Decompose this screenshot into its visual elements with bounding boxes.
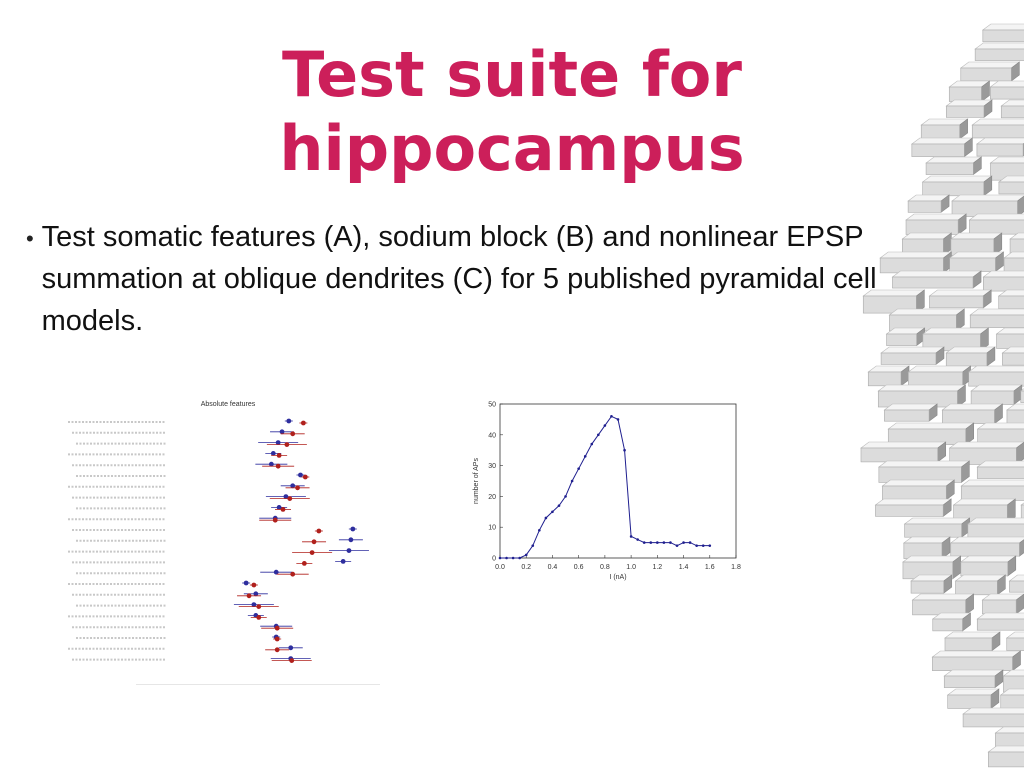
- chart-c-point: [669, 541, 672, 544]
- chart-a-point: [276, 464, 281, 469]
- chart-c-point: [571, 480, 574, 483]
- chart-c-xtick-label: 1.6: [704, 564, 715, 571]
- chart-c-series-line: [500, 416, 710, 558]
- chart-a-point: [341, 559, 346, 564]
- block-shape: [905, 518, 970, 537]
- chart-a-point: [347, 548, 352, 553]
- chart-c-xtick-label: 1.4: [678, 564, 689, 571]
- chart-a-point: [277, 453, 282, 458]
- chart-a-point: [287, 496, 292, 501]
- block-shape: [961, 556, 1016, 576]
- block-shape: [968, 518, 1024, 539]
- block-shape: [882, 480, 954, 500]
- chart-a-point: [284, 442, 289, 447]
- chart-a-point: [247, 593, 252, 598]
- block-shape: [983, 271, 1024, 291]
- block-shape: [952, 195, 1024, 217]
- block-shape: [944, 670, 1003, 688]
- chart-c-point: [525, 554, 528, 557]
- block-shape: [949, 81, 989, 101]
- chart-c-ytick-label: 40: [488, 432, 496, 440]
- bullet-icon: •: [26, 226, 34, 251]
- chart-c-point: [512, 557, 515, 560]
- block-shape: [961, 62, 1020, 81]
- block-shape: [990, 81, 1024, 99]
- chart-a-point: [301, 421, 306, 426]
- block-shape: [975, 43, 1024, 61]
- block-shape: [982, 594, 1024, 614]
- chart-c-point: [623, 449, 626, 452]
- block-shape: [977, 138, 1024, 156]
- block-shape: [875, 499, 951, 516]
- block-shape: [1004, 252, 1024, 274]
- block-shape: [948, 689, 999, 708]
- block-shape: [951, 537, 1024, 556]
- block-shape: [956, 575, 1006, 595]
- chart-c-xtick-label: 1.2: [652, 564, 663, 571]
- block-shape: [884, 404, 937, 421]
- chart-c-point: [584, 455, 587, 458]
- chart-c-xtick-label: 0.4: [547, 564, 558, 571]
- chart-c-point: [558, 504, 561, 507]
- block-shape: [970, 309, 1024, 328]
- chart-c-point: [545, 517, 548, 520]
- chart-a-point: [281, 507, 286, 512]
- block-shape: [946, 100, 992, 117]
- block-shape: [999, 290, 1024, 309]
- block-shape: [912, 138, 973, 157]
- block-shape: [888, 423, 973, 445]
- chart-a-point: [303, 475, 308, 480]
- block-shape: [904, 537, 950, 559]
- chart-a-point: [275, 626, 280, 631]
- block-shape: [997, 328, 1024, 348]
- title-line-1: Test suite for: [282, 38, 742, 111]
- block-shape: [972, 119, 1024, 138]
- chart-c-point: [505, 557, 508, 560]
- chart-c-point: [656, 541, 659, 544]
- chart-c-point: [702, 544, 705, 547]
- chart-c-point: [577, 467, 580, 470]
- chart-c-point: [610, 415, 613, 418]
- chart-a-point: [302, 561, 307, 566]
- chart-c-xtick-label: 0.2: [521, 564, 532, 571]
- block-shape: [861, 442, 946, 462]
- chart-a-point: [350, 527, 355, 532]
- chart-c-ytick-label: 10: [488, 524, 496, 532]
- slide-title: [200, 38, 824, 186]
- block-shape: [929, 290, 991, 308]
- block-shape: [879, 461, 969, 482]
- block-shape: [950, 252, 1004, 272]
- chart-c-point: [590, 443, 593, 446]
- chart-c-point: [649, 541, 652, 544]
- block-shape: [1007, 632, 1024, 651]
- block-shape: [977, 461, 1024, 479]
- chart-a-point: [312, 539, 317, 544]
- chart-c-ytick-label: 50: [488, 401, 496, 409]
- chart-c-ytick-label: 20: [488, 493, 496, 501]
- block-shape: [908, 195, 949, 212]
- chart-c-point: [551, 511, 554, 514]
- chart-a-point: [256, 615, 261, 620]
- chart-c-point: [564, 495, 567, 498]
- title-line-2: hippocampus: [279, 112, 745, 185]
- chart-c-point: [708, 544, 711, 547]
- block-shape: [969, 214, 1024, 234]
- absolute-features-chart: [58, 388, 398, 693]
- chart-a-point: [295, 485, 300, 490]
- chart-c-point: [676, 544, 679, 547]
- bullet-item: [26, 216, 906, 342]
- block-shape: [1009, 575, 1024, 592]
- chart-a-point: [273, 518, 278, 523]
- block-shape: [881, 347, 944, 364]
- chart-c-frame: [500, 404, 736, 558]
- chart-c-point: [604, 424, 607, 427]
- chart-c-point: [531, 544, 534, 547]
- chart-c-point: [695, 544, 698, 547]
- chart-c-xtick-label: 1.8: [731, 564, 741, 571]
- chart-c-point: [682, 541, 685, 544]
- chart-c-point: [630, 535, 633, 538]
- block-shape: [921, 119, 967, 139]
- block-shape: [945, 632, 1000, 651]
- block-shape: [1007, 404, 1024, 425]
- block-shape: [908, 366, 970, 386]
- chart-c-xtick-label: 0.6: [573, 564, 584, 571]
- block-shape: [911, 575, 952, 593]
- chart-a-point: [275, 637, 280, 642]
- chart-c-ytick-label: 30: [488, 463, 496, 471]
- chart-c-ytick-label: 0: [492, 555, 496, 563]
- block-shape: [1001, 100, 1024, 118]
- block-shape: [933, 613, 971, 631]
- block-shape: [969, 366, 1024, 386]
- chart-a-point: [316, 529, 321, 534]
- chart-c-point: [663, 541, 666, 544]
- chart-a-point: [290, 572, 295, 577]
- block-shape: [926, 157, 981, 175]
- chart-c-point: [617, 418, 620, 421]
- block-shape: [983, 24, 1024, 42]
- block-shape: [912, 594, 973, 615]
- chart-a-point: [349, 537, 354, 542]
- block-shape: [988, 746, 1024, 767]
- ap-count-chart: [468, 396, 748, 581]
- block-shape: [946, 347, 995, 366]
- chart-a-point: [244, 581, 249, 586]
- block-shape: [961, 480, 1024, 501]
- chart-c-point: [636, 538, 639, 541]
- chart-a-point: [310, 550, 315, 555]
- block-shape: [923, 176, 992, 196]
- chart-c-ylabel: number of APs: [473, 458, 480, 504]
- chart-c-xtick-label: 0.0: [495, 564, 505, 571]
- chart-c-xtick-label: 1.0: [626, 564, 636, 571]
- chart-c-xtick-label: 0.8: [600, 564, 610, 571]
- block-shape: [932, 651, 1020, 671]
- chart-a-point: [252, 583, 257, 588]
- chart-c-point: [597, 434, 600, 437]
- block-shape: [978, 423, 1024, 445]
- bullet-text: Test somatic features (A), sodium block (B) and nonlinear EPSP summation at oblique dendrites (C) for 5 published pyramidal cell models.: [41, 221, 877, 337]
- chart-c-point: [499, 557, 502, 560]
- block-shape: [963, 708, 1024, 727]
- block-shape: [977, 613, 1024, 630]
- chart-c-xlabel: I (nA): [609, 574, 627, 581]
- chart-c-point: [689, 541, 692, 544]
- block-shape: [942, 404, 1002, 424]
- block-shape: [971, 385, 1022, 405]
- chart-a-point: [290, 431, 295, 436]
- block-shape: [1002, 347, 1024, 365]
- chart-a-title: Absolute features: [200, 401, 256, 408]
- block-shape: [906, 214, 966, 234]
- chart-a-point: [256, 604, 261, 609]
- chart-a-point: [275, 647, 280, 652]
- chart-c-point: [518, 557, 521, 560]
- block-shape: [868, 366, 909, 386]
- chart-c-point: [538, 529, 541, 532]
- chart-c-point: [643, 541, 646, 544]
- chart-a-point: [289, 658, 294, 663]
- chart-a-point: [286, 419, 291, 424]
